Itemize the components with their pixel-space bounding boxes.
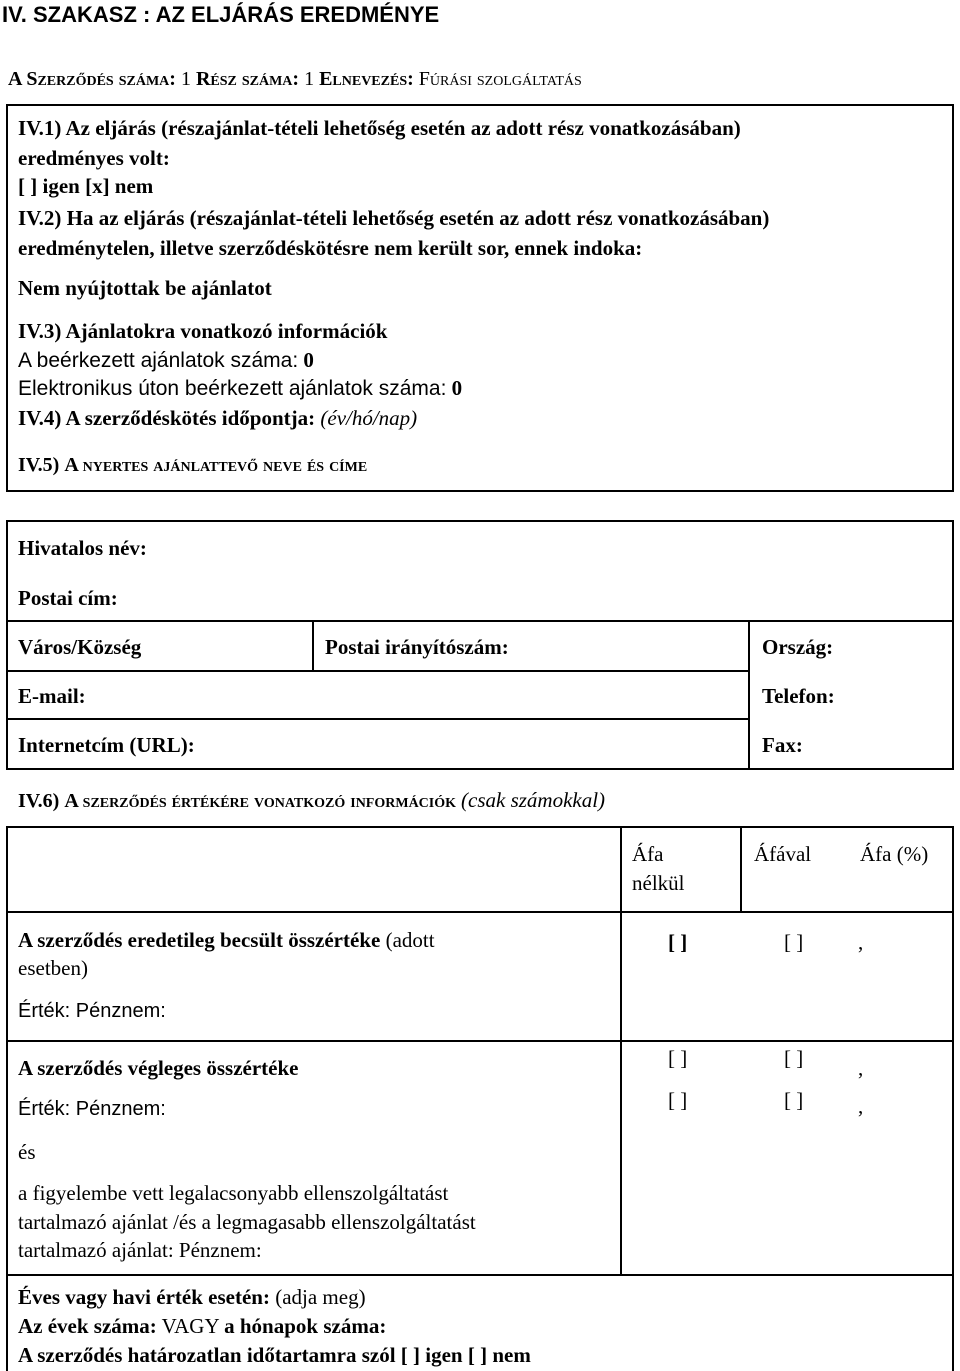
iv1-line1: IV.1) Az eljárás (részajánlat-tételi lehetőség esetén az adott rész vonatkozásában) bbox=[18, 116, 741, 140]
box1-top-border bbox=[6, 104, 954, 106]
box3-col-divider-2 bbox=[740, 826, 742, 913]
iv3-received-value: 0 bbox=[303, 348, 314, 372]
final-no-vat-2: [ ] bbox=[668, 1088, 688, 1112]
iv2-reason: Nem nyújtottak be ajánlatot bbox=[18, 276, 272, 300]
iv2-line1: IV.2) Ha az eljárás (részajánlat-tételi lehetőség esetén az adott rész vonatkozásában) bbox=[18, 206, 770, 230]
box2-row-divider-3 bbox=[6, 718, 750, 720]
box1-bottom-border bbox=[6, 490, 954, 492]
iv1-line2: eredményes volt: bbox=[18, 146, 170, 170]
iv6-title: A szerződés értékére vonatkozó információk bbox=[64, 790, 457, 812]
official-name-label: Hivatalos név: bbox=[18, 536, 147, 560]
iv3-received bbox=[18, 348, 314, 373]
final-vat-percent-1: , bbox=[858, 1056, 864, 1080]
iv3-electronic-value: 0 bbox=[451, 376, 463, 400]
box2-row-divider-1 bbox=[6, 620, 954, 622]
iv6-note: (csak számokkal) bbox=[461, 788, 606, 812]
estimated-no-vat: [ ] bbox=[668, 930, 688, 954]
iv5-prefix: IV.5) bbox=[18, 454, 60, 476]
and-label: és bbox=[18, 1140, 36, 1164]
col-no-vat-line1: Áfa bbox=[632, 842, 664, 866]
months-label: a hónapok száma: bbox=[224, 1314, 387, 1338]
box3-col-divider-1 bbox=[620, 826, 622, 1276]
range-line3: tartalmazó ajánlat: Pénznem: bbox=[18, 1238, 262, 1262]
section-title: IV. SZAKASZ : AZ ELJÁRÁS EREDMÉNYE bbox=[2, 2, 440, 27]
box1-right-border bbox=[952, 104, 954, 492]
range-line1: a figyelembe vett legalacsonyabb ellenszolgáltatást bbox=[18, 1181, 449, 1205]
contract-number-value: 1 bbox=[180, 68, 191, 90]
box3-left-border bbox=[6, 826, 8, 1371]
estimated-value-line1 bbox=[18, 928, 435, 953]
iv6-prefix: IV.6) bbox=[18, 790, 60, 812]
box2-right-border bbox=[952, 520, 954, 770]
iv2-line2: eredménytelen, illetve szerződéskötésre nem került sor, ennek indoka: bbox=[18, 236, 643, 260]
annual-line bbox=[18, 1285, 366, 1310]
postcode-label: Postai irányítószám: bbox=[325, 635, 509, 659]
name-value: Fúrási szolgáltatás bbox=[418, 68, 582, 90]
email-label: E-mail: bbox=[18, 684, 86, 708]
years-label: Az évek száma: bbox=[18, 1314, 157, 1338]
box3-right-border bbox=[952, 826, 954, 1371]
annual-label: Éves vagy havi érték esetén: bbox=[18, 1285, 270, 1309]
col-with-vat: Áfával bbox=[754, 842, 812, 866]
box2-left-border bbox=[6, 520, 8, 770]
box3-row-divider-2 bbox=[6, 1040, 954, 1042]
box1-left-border bbox=[6, 104, 8, 492]
final-with-vat-1: [ ] bbox=[784, 1046, 804, 1070]
iv3-electronic bbox=[18, 376, 462, 401]
box2-col-divider-1 bbox=[312, 620, 314, 671]
box2-col-divider-2 bbox=[748, 620, 750, 770]
final-with-vat-2: [ ] bbox=[784, 1088, 804, 1112]
final-vat-percent-2: , bbox=[858, 1094, 864, 1118]
box2-row-divider-2 bbox=[6, 670, 750, 672]
estimated-value-title: A szerződés eredetileg becsült összértéke bbox=[18, 928, 381, 952]
final-value-title: A szerződés végleges összértéke bbox=[18, 1056, 299, 1080]
col-no-vat-line2: nélkül bbox=[632, 871, 685, 895]
iv3-received-label: A beérkezett ajánlatok száma: bbox=[18, 349, 299, 372]
iv1-options: [ ] igen [x] nem bbox=[18, 174, 154, 198]
part-number-value: 1 bbox=[304, 68, 315, 90]
contract-line bbox=[8, 68, 582, 91]
iv4-format: (év/hó/nap) bbox=[320, 406, 418, 430]
col-vat-percent: Áfa (%) bbox=[860, 842, 929, 866]
box3-row-divider-1 bbox=[6, 911, 954, 913]
phone-label: Telefon: bbox=[762, 684, 835, 708]
indefinite-line: A szerződés határozatlan időtartamra szól [ ] igen [ ] nem bbox=[18, 1343, 531, 1367]
duration-line bbox=[18, 1314, 386, 1339]
name-label: Elnevezés: bbox=[319, 68, 414, 90]
box2-top-border bbox=[6, 520, 954, 522]
iv4-title: IV.4) A szerződéskötés időpontja: bbox=[18, 406, 316, 430]
box2-bottom-border bbox=[6, 768, 954, 770]
or-label: VAGY bbox=[161, 1314, 219, 1338]
country-label: Ország: bbox=[762, 635, 834, 659]
part-number-label: Rész száma: bbox=[195, 68, 300, 90]
range-line2: tartalmazó ajánlat /és a legmagasabb ellenszolgáltatást bbox=[18, 1210, 476, 1234]
estimated-value-line2: esetben) bbox=[18, 956, 88, 980]
iv3-title: IV.3) Ajánlatokra vonatkozó információk bbox=[18, 319, 388, 343]
iv3-electronic-label: Elektronikus úton beérkezett ajánlatok száma: bbox=[18, 377, 447, 400]
fax-label: Fax: bbox=[762, 733, 803, 757]
iv4-line bbox=[18, 406, 417, 431]
final-currency-label: Érték: Pénznem: bbox=[18, 1098, 166, 1120]
estimated-currency-label: Érték: Pénznem: bbox=[18, 1000, 166, 1022]
annual-note: (adja meg) bbox=[275, 1285, 366, 1309]
box3-top-border bbox=[6, 826, 954, 828]
contract-number-label: A Szerződés száma: bbox=[8, 68, 176, 90]
estimated-value-note: (adott bbox=[385, 928, 435, 952]
iv5-title: A nyertes ajánlattevő neve és címe bbox=[64, 454, 368, 476]
estimated-with-vat: [ ] bbox=[784, 930, 804, 954]
iv5-heading bbox=[18, 454, 367, 477]
city-label: Város/Község bbox=[18, 635, 142, 659]
estimated-vat-percent: , bbox=[858, 930, 864, 954]
postal-address-label: Postai cím: bbox=[18, 586, 118, 610]
final-no-vat-1: [ ] bbox=[668, 1046, 688, 1070]
url-label: Internetcím (URL): bbox=[18, 733, 195, 757]
box3-row-divider-3 bbox=[6, 1274, 954, 1276]
iv6-heading bbox=[18, 788, 605, 813]
